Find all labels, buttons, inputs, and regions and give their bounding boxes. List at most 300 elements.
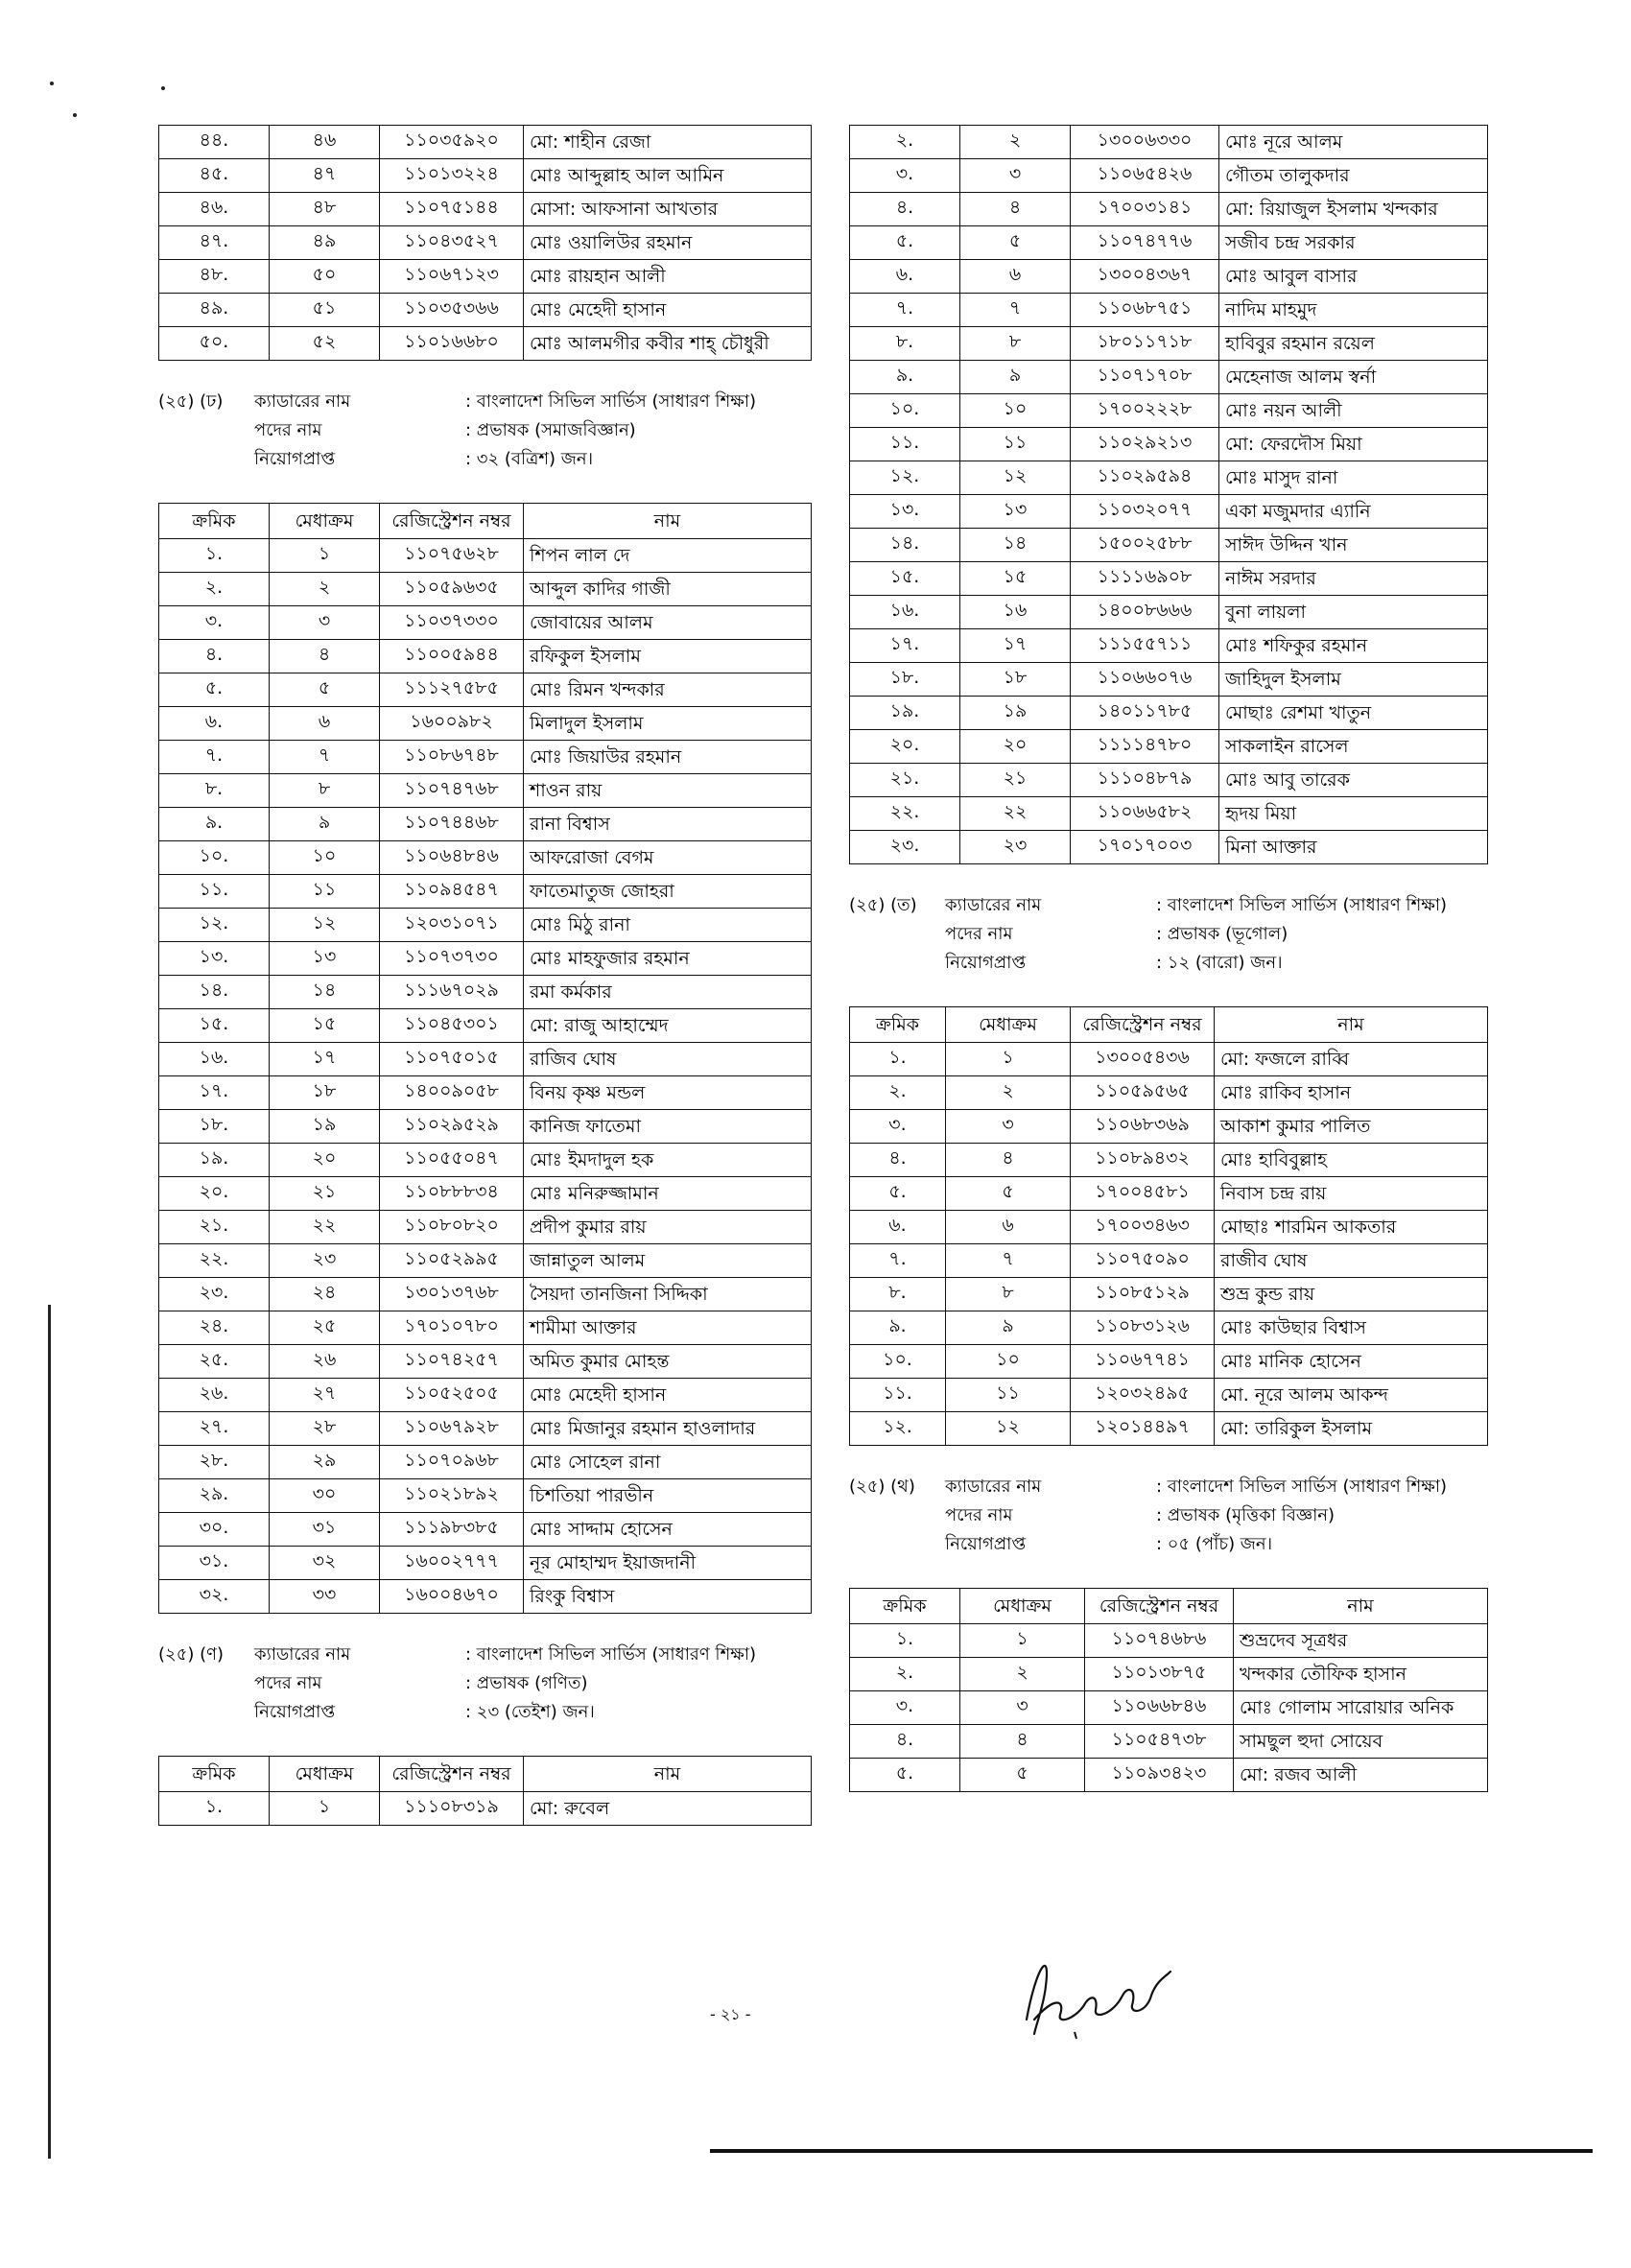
merit-cell: ৫ <box>946 1177 1071 1211</box>
registration-cell: ১১০১৩২২৪ <box>380 159 524 193</box>
serial-cell: ৫. <box>850 226 960 260</box>
registration-cell: ১১০২১৮৯২ <box>380 1479 524 1513</box>
merit-cell: ৫ <box>960 226 1071 260</box>
table-row <box>159 942 812 976</box>
registration-cell: ১১০৭১৭০৮ <box>1071 361 1219 394</box>
registration-cell: ১৮০১১৭১৮ <box>1071 327 1219 361</box>
registration-cell: ১৬০০৪৬৭০ <box>380 1580 524 1614</box>
post-value: : প্রভাষক (ভূগোল) <box>1156 924 1288 944</box>
name-cell: রাজীব ঘোষ <box>1215 1244 1488 1278</box>
section-code: (২৫) (থ) <box>849 1477 915 1497</box>
serial-cell: ৮. <box>159 774 270 808</box>
right-column <box>849 125 1501 1792</box>
appointed-value: : ০৫ (পাঁচ) জন। <box>1156 1534 1273 1554</box>
serial-cell: ১৩. <box>850 495 960 529</box>
name-cell: শুভ্র কুন্ড রায় <box>1215 1278 1488 1311</box>
table-row <box>159 976 812 1009</box>
table-row <box>159 1076 812 1110</box>
serial-cell: ২. <box>850 1076 946 1110</box>
registration-cell: ১৩০০৪৩৬৭ <box>1071 260 1219 294</box>
name-cell: মোঃ মাহফুজার রহমান <box>524 942 812 976</box>
bottom-rule <box>710 2149 1593 2153</box>
table-row <box>850 361 1488 394</box>
merit-cell: ৪ <box>960 1725 1085 1759</box>
registration-cell: ১৭০১৭০০৩ <box>1071 831 1219 864</box>
name-cell: বিনয় কৃষ্ণ মন্ডল <box>524 1076 812 1110</box>
name-cell: হাবিবুর রহমান রয়েল <box>1219 327 1488 361</box>
merit-cell: ৪ <box>946 1144 1071 1177</box>
merit-cell: ১৬ <box>960 596 1071 629</box>
merit-cell: ৩৩ <box>270 1580 380 1614</box>
serial-cell: ১২. <box>159 909 270 942</box>
serial-cell: ৫. <box>159 673 270 707</box>
table-row <box>850 226 1488 260</box>
registration-cell: ১২০৩১০৭১ <box>380 909 524 942</box>
registration-cell: ১৩০০৫৪৩৬ <box>1071 1043 1215 1076</box>
table-row <box>850 126 1488 159</box>
registration-cell: ১৪০০৮৬৬৬ <box>1071 596 1219 629</box>
merit-cell: ৭ <box>946 1244 1071 1278</box>
table-row <box>850 1144 1488 1177</box>
name-cell: মোছাঃ রেশমা খাতুন <box>1219 697 1488 730</box>
table-row <box>159 327 812 361</box>
merit-cell: ১৫ <box>960 562 1071 596</box>
header-registration: রেজিস্ট্রেশন নম্বর <box>380 504 524 539</box>
table-row <box>159 741 812 774</box>
serial-cell: ১৬. <box>850 596 960 629</box>
table-row <box>850 1244 1488 1278</box>
serial-cell: ৩. <box>159 606 270 640</box>
name-cell: মেহেনাজ আলম স্বর্না <box>1219 361 1488 394</box>
name-cell: আকাশ কুমার পালিত <box>1215 1110 1488 1144</box>
name-cell: রিংকু বিশ্বাস <box>524 1580 812 1614</box>
serial-cell: ৯. <box>159 808 270 841</box>
header-registration: রেজিস্ট্রেশন নম্বর <box>380 1757 524 1792</box>
name-cell: মোঃ আব্দুল্লাহ আল আমিন <box>524 159 812 193</box>
page-number: - ২১ - <box>710 2005 751 2023</box>
merit-cell: ৯ <box>270 808 380 841</box>
name-cell: খন্দকার তৌফিক হাসান <box>1234 1658 1488 1691</box>
registration-cell: ১১০৬৬৮৪৬ <box>1085 1691 1234 1725</box>
registration-cell: ১১০৫৯৬৩৫ <box>380 573 524 606</box>
table-row <box>159 226 812 260</box>
registration-cell: ১১০৬৮৩৬৯ <box>1071 1110 1215 1144</box>
name-cell: সাঈদ উদ্দিন খান <box>1219 529 1488 562</box>
registration-cell: ১১০২৯৫২৯ <box>380 1110 524 1144</box>
serial-cell: ১১. <box>850 1379 946 1412</box>
table-row <box>850 1412 1488 1446</box>
serial-cell: ২. <box>850 126 960 159</box>
cadre-label: ক্যাডারের নাম <box>945 895 1042 915</box>
merit-cell: ১১ <box>960 428 1071 461</box>
table-row <box>850 529 1488 562</box>
cadre-label: ক্যাডারের নাম <box>945 1477 1042 1497</box>
serial-cell: ১৫. <box>850 562 960 596</box>
name-cell: মোসা: আফসানা আখতার <box>524 193 812 226</box>
registration-cell: ১১০২৯২১৩ <box>1071 428 1219 461</box>
registration-cell: ১১০৮০৮২০ <box>380 1211 524 1244</box>
registration-cell: ১১০৩৫৩৬৬ <box>380 294 524 327</box>
table-row <box>159 808 812 841</box>
header-merit: মেধাক্রম <box>270 504 380 539</box>
table-row <box>850 629 1488 663</box>
table-row <box>159 909 812 942</box>
merit-cell: ৫১ <box>270 294 380 327</box>
registration-cell: ১১০৮৯৪৩২ <box>1071 1144 1215 1177</box>
registration-cell: ১৬০০২৭৭৭ <box>380 1547 524 1580</box>
merit-cell: ১ <box>946 1043 1071 1076</box>
post-value: : প্রভাষক (মৃত্তিকা বিজ্ঞান) <box>1156 1505 1336 1525</box>
appointed-value: : ২৩ (তেইশ) জন। <box>465 1702 595 1722</box>
merit-cell: ১১ <box>946 1379 1071 1412</box>
registration-cell: ১১০০৫৯৪৪ <box>380 640 524 673</box>
appointed-label: নিয়োগপ্রাপ্ত <box>254 1702 336 1722</box>
registration-cell: ১১০৪৫৩০১ <box>380 1009 524 1043</box>
serial-cell: ১৬. <box>159 1043 270 1076</box>
registration-cell: ১১০৭৫০১৫ <box>380 1043 524 1076</box>
name-cell: মোছাঃ শারমিন আকতার <box>1215 1211 1488 1244</box>
name-cell: শাওন রায় <box>524 774 812 808</box>
registration-cell: ১১১৬৭০২৯ <box>380 976 524 1009</box>
merit-cell: ১১ <box>270 875 380 909</box>
table-math-continuation <box>849 125 1488 864</box>
serial-cell: ৭. <box>159 741 270 774</box>
header-merit: মেধাক্রম <box>270 1757 380 1792</box>
name-cell: সজীব চন্দ্র সরকার <box>1219 226 1488 260</box>
name-cell: মো: ফজলে রাব্বি <box>1215 1043 1488 1076</box>
name-cell: রমা কর্মকার <box>524 976 812 1009</box>
name-cell: সাকলাইন রাসেল <box>1219 730 1488 764</box>
table-row <box>850 327 1488 361</box>
merit-cell: ১৯ <box>270 1110 380 1144</box>
registration-cell: ১১০৫৫০৪৭ <box>380 1144 524 1177</box>
registration-cell: ১১০৪৩৫২৭ <box>380 226 524 260</box>
table-row <box>159 875 812 909</box>
serial-cell: ১. <box>159 1792 270 1826</box>
merit-cell: ১০ <box>960 394 1071 428</box>
merit-cell: ৩ <box>946 1110 1071 1144</box>
name-cell: মো: রিয়াজুল ইসলাম খন্দকার <box>1219 193 1488 226</box>
table-row <box>850 394 1488 428</box>
registration-cell: ১৫০০২৫৮৮ <box>1071 529 1219 562</box>
name-cell: মোঃ কাউছার বিশ্বাস <box>1215 1311 1488 1345</box>
serial-cell: ২. <box>850 1658 960 1691</box>
table-row <box>159 1211 812 1244</box>
table-row <box>159 573 812 606</box>
registration-cell: ১১০৩৫৯২০ <box>380 126 524 159</box>
header-serial: ক্রমিক <box>850 1007 946 1043</box>
merit-cell: ২৮ <box>270 1412 380 1446</box>
section-code: (২৫) (ঢ) <box>158 391 224 412</box>
table-row <box>159 1244 812 1278</box>
merit-cell: ১৮ <box>270 1076 380 1110</box>
merit-cell: ২৭ <box>270 1379 380 1412</box>
name-cell: মোঃ আবুল বাসার <box>1219 260 1488 294</box>
registration-cell: ১১০৫৪৭৩৮ <box>1085 1725 1234 1759</box>
table-row <box>850 1345 1488 1379</box>
name-cell: মোঃ আলমগীর কবীর শাহ্ চৌধুরী <box>524 327 812 361</box>
header-name: নাম <box>1215 1007 1488 1043</box>
name-cell: আব্দুল কাদির গাজী <box>524 573 812 606</box>
table-row <box>159 841 812 875</box>
merit-cell: ৪৯ <box>270 226 380 260</box>
table-row <box>850 193 1488 226</box>
table-row <box>850 495 1488 529</box>
name-cell: রাজিব ঘোষ <box>524 1043 812 1076</box>
registration-cell: ১৩০০৬৩৩০ <box>1071 126 1219 159</box>
serial-cell: ৪. <box>850 1144 946 1177</box>
registration-cell: ১৬০০৯৮২ <box>380 707 524 741</box>
serial-cell: ২০. <box>850 730 960 764</box>
table-row <box>850 1311 1488 1345</box>
registration-cell: ১১০৭৫০৯০ <box>1071 1244 1215 1278</box>
registration-cell: ১১০৮৮৮৩৪ <box>380 1177 524 1211</box>
serial-cell: ৩. <box>850 1691 960 1725</box>
serial-cell: ২৩. <box>159 1278 270 1311</box>
registration-cell: ১১০৮৬৭৪৮ <box>380 741 524 774</box>
registration-cell: ১৩০১৩৭৬৮ <box>380 1278 524 1311</box>
name-cell: মোঃ মিঠু রানা <box>524 909 812 942</box>
serial-cell: ৭. <box>850 294 960 327</box>
table-row <box>850 730 1488 764</box>
name-cell: শুভ্রদেব সূত্রধর <box>1234 1624 1488 1658</box>
scan-mark <box>50 82 54 85</box>
merit-cell: ২৩ <box>960 831 1071 864</box>
table-row <box>850 428 1488 461</box>
name-cell: মো: রুবেল <box>524 1792 812 1826</box>
registration-cell: ১১০৯৪৫৪৭ <box>380 875 524 909</box>
name-cell: রফিকুল ইসলাম <box>524 640 812 673</box>
merit-cell: ১৭ <box>960 629 1071 663</box>
merit-cell: ২১ <box>960 764 1071 797</box>
post-label: পদের নাম <box>254 1673 322 1693</box>
merit-cell: ১৯ <box>960 697 1071 730</box>
registration-cell: ১১০৩৭৩৩০ <box>380 606 524 640</box>
name-cell: রানা বিশ্বাস <box>524 808 812 841</box>
header-name: নাম <box>524 504 812 539</box>
registration-cell: ১১০২৯৫৯৪ <box>1071 461 1219 495</box>
merit-cell: ৪ <box>270 640 380 673</box>
serial-cell: ২১. <box>159 1211 270 1244</box>
serial-cell: ১৮. <box>850 663 960 697</box>
cadre-value: : বাংলাদেশ সিভিল সার্ভিস (সাধারণ শিক্ষা) <box>1156 1477 1448 1497</box>
registration-cell: ১১০৬৮৭৫১ <box>1071 294 1219 327</box>
name-cell: মোঃ ওয়ালিউর রহমান <box>524 226 812 260</box>
name-cell: মোঃ গোলাম সারোয়ার অনিক <box>1234 1691 1488 1725</box>
merit-cell: ৬ <box>946 1211 1071 1244</box>
merit-cell: ২২ <box>960 797 1071 831</box>
name-cell: জান্নাতুল আলম <box>524 1244 812 1278</box>
name-cell: মো: রজব আলী <box>1234 1759 1488 1792</box>
serial-cell: ২২. <box>159 1244 270 1278</box>
serial-cell: ৭. <box>850 1244 946 1278</box>
merit-cell: ৪৬ <box>270 126 380 159</box>
name-cell: জাহিদুল ইসলাম <box>1219 663 1488 697</box>
registration-cell: ১১০৫৯৫৬৫ <box>1071 1076 1215 1110</box>
registration-cell: ১১০৭৩৭৩০ <box>380 942 524 976</box>
table-row <box>159 1278 812 1311</box>
header-name: নাম <box>524 1757 812 1792</box>
name-cell: মিলাদুল ইসলাম <box>524 707 812 741</box>
table-row <box>850 1211 1488 1244</box>
cadre-label: ক্যাডারের নাম <box>254 1644 351 1665</box>
merit-cell: ১৩ <box>960 495 1071 529</box>
registration-cell: ১৭০০৩৪৬৩ <box>1071 1211 1215 1244</box>
serial-cell: ১১. <box>850 428 960 461</box>
name-cell: মো: রাজু আহাম্মেদ <box>524 1009 812 1043</box>
table-row <box>159 1792 812 1826</box>
header-serial: ক্রমিক <box>159 1757 270 1792</box>
merit-cell: ২৪ <box>270 1278 380 1311</box>
serial-cell: ৩. <box>850 1110 946 1144</box>
name-cell: জোবায়ের আলম <box>524 606 812 640</box>
merit-cell: ১৪ <box>270 976 380 1009</box>
serial-cell: ৫. <box>850 1759 960 1792</box>
serial-cell: ১৯. <box>159 1144 270 1177</box>
name-cell: নাঈম সরদার <box>1219 562 1488 596</box>
name-cell: সামছুল হুদা সোয়েব <box>1234 1725 1488 1759</box>
merit-cell: ৭ <box>960 294 1071 327</box>
merit-cell: ১২ <box>960 461 1071 495</box>
registration-cell: ১২০৩২৪৯৫ <box>1071 1379 1215 1412</box>
merit-cell: ১৭ <box>270 1043 380 1076</box>
name-cell: মোঃ মেহেদী হাসান <box>524 1379 812 1412</box>
name-cell: চিশতিয়া পারভীন <box>524 1479 812 1513</box>
registration-cell: ১১০১৬৬৮০ <box>380 327 524 361</box>
table-row <box>850 562 1488 596</box>
cadre-label: ক্যাডারের নাম <box>254 391 351 412</box>
merit-cell: ৫২ <box>270 327 380 361</box>
section-code: (২৫) (ণ) <box>158 1644 225 1665</box>
merit-cell: ২৯ <box>270 1446 380 1479</box>
merit-cell: ২ <box>960 1658 1085 1691</box>
serial-cell: ৩১. <box>159 1547 270 1580</box>
merit-cell: ১৪ <box>960 529 1071 562</box>
table-row <box>159 260 812 294</box>
registration-cell: ১১১২৭৫৮৫ <box>380 673 524 707</box>
merit-cell: ৭ <box>270 741 380 774</box>
name-cell: মো. নূরে আলম আকন্দ <box>1215 1379 1488 1412</box>
name-cell: মো: ফেরদৌস মিয়া <box>1219 428 1488 461</box>
name-cell: মোঃ নূরে আলম <box>1219 126 1488 159</box>
registration-cell: ১১০৮৩১২৬ <box>1071 1311 1215 1345</box>
scan-mark <box>161 86 165 90</box>
table-row <box>159 1144 812 1177</box>
merit-cell: ২০ <box>270 1144 380 1177</box>
appointed-label: নিয়োগপ্রাপ্ত <box>945 953 1027 973</box>
merit-cell: ১ <box>270 539 380 573</box>
table-row <box>850 831 1488 864</box>
merit-cell: ৪৮ <box>270 193 380 226</box>
section-info-soil-science <box>849 1473 1501 1559</box>
registration-cell: ১১১০৮৩১৯ <box>380 1792 524 1826</box>
table-row <box>159 1345 812 1379</box>
section-info-geography <box>849 891 1501 978</box>
table-row <box>159 539 812 573</box>
name-cell: মিনা আক্তার <box>1219 831 1488 864</box>
name-cell: মোঃ সোহেল রানা <box>524 1446 812 1479</box>
registration-cell: ১১০১৩৮৭৫ <box>1085 1658 1234 1691</box>
post-label: পদের নাম <box>945 924 1013 944</box>
name-cell: সৈয়দা তানজিনা সিদ্দিকা <box>524 1278 812 1311</box>
merit-cell: ১ <box>960 1624 1085 1658</box>
name-cell: বুনা লায়লা <box>1219 596 1488 629</box>
serial-cell: ৪৬. <box>159 193 270 226</box>
header-name: নাম <box>1234 1589 1488 1624</box>
registration-cell: ১১০৮৫১২৯ <box>1071 1278 1215 1311</box>
scan-mark <box>73 113 77 117</box>
merit-cell: ৮ <box>946 1278 1071 1311</box>
serial-cell: ১৩. <box>159 942 270 976</box>
header-merit: মেধাক্রম <box>946 1007 1071 1043</box>
merit-cell: ২ <box>946 1076 1071 1110</box>
registration-cell: ১১১০৪৮৭৯ <box>1071 764 1219 797</box>
merit-cell: ২৫ <box>270 1311 380 1345</box>
table-row <box>850 697 1488 730</box>
section-code: (২৫) (ত) <box>849 895 917 915</box>
name-cell: মোঃ আবু তারেক <box>1219 764 1488 797</box>
merit-cell: ৫০ <box>270 260 380 294</box>
name-cell: আফরোজা বেগম <box>524 841 812 875</box>
name-cell: মোঃ মিজানুর রহমান হাওলাদার <box>524 1412 812 1446</box>
serial-cell: ৯. <box>850 1311 946 1345</box>
table-row <box>850 1725 1488 1759</box>
registration-cell: ১১০৩২০৭৭ <box>1071 495 1219 529</box>
table-row <box>850 1691 1488 1725</box>
serial-cell: ১০. <box>850 1345 946 1379</box>
appointed-label: নিয়োগপ্রাপ্ত <box>254 449 336 469</box>
registration-cell: ১১০৭৫১৪৪ <box>380 193 524 226</box>
header-registration: রেজিস্ট্রেশন নম্বর <box>1071 1007 1215 1043</box>
post-label: পদের নাম <box>945 1505 1013 1525</box>
registration-cell: ১১০৬৬০৭৬ <box>1071 663 1219 697</box>
table-row <box>159 673 812 707</box>
name-cell: মোঃ হাবিবুল্লাহ <box>1215 1144 1488 1177</box>
table-row <box>850 294 1488 327</box>
table-row <box>850 663 1488 697</box>
serial-cell: ৫. <box>850 1177 946 1211</box>
registration-cell: ১৭০১০৭৮০ <box>380 1311 524 1345</box>
serial-cell: ২৩. <box>850 831 960 864</box>
serial-cell: ৩২. <box>159 1580 270 1614</box>
cadre-value: : বাংলাদেশ সিভিল সার্ভিস (সাধারণ শিক্ষা) <box>1156 895 1448 915</box>
registration-cell: ১১০৬৪৮৪৬ <box>380 841 524 875</box>
header-registration: রেজিস্ট্রেশন নম্বর <box>1085 1589 1234 1624</box>
merit-cell: ১৮ <box>960 663 1071 697</box>
header-serial: ক্রমিক <box>159 504 270 539</box>
serial-cell: ৬. <box>850 1211 946 1244</box>
merit-cell: ২৩ <box>270 1244 380 1278</box>
appointed-value: : ১২ (বারো) জন। <box>1156 953 1283 973</box>
serial-cell: ৮. <box>850 327 960 361</box>
merit-cell: ২০ <box>960 730 1071 764</box>
name-cell: নিবাস চন্দ্র রায় <box>1215 1177 1488 1211</box>
merit-cell: ৩১ <box>270 1513 380 1547</box>
name-cell: মোঃ মানিক হোসেন <box>1215 1345 1488 1379</box>
name-cell: ফাতেমাতুজ জোহরা <box>524 875 812 909</box>
serial-cell: ৩০. <box>159 1513 270 1547</box>
signature-icon <box>1007 1928 1180 2044</box>
serial-cell: ১১. <box>159 875 270 909</box>
registration-cell: ১১০৭০৯৬৮ <box>380 1446 524 1479</box>
serial-cell: ১৯. <box>850 697 960 730</box>
table-row <box>850 1658 1488 1691</box>
table-row <box>159 1009 812 1043</box>
table-row <box>159 1446 812 1479</box>
table-row <box>850 1278 1488 1311</box>
table-row <box>850 1043 1488 1076</box>
cadre-value: : বাংলাদেশ সিভিল সার্ভিস (সাধারণ শিক্ষা) <box>465 391 757 412</box>
